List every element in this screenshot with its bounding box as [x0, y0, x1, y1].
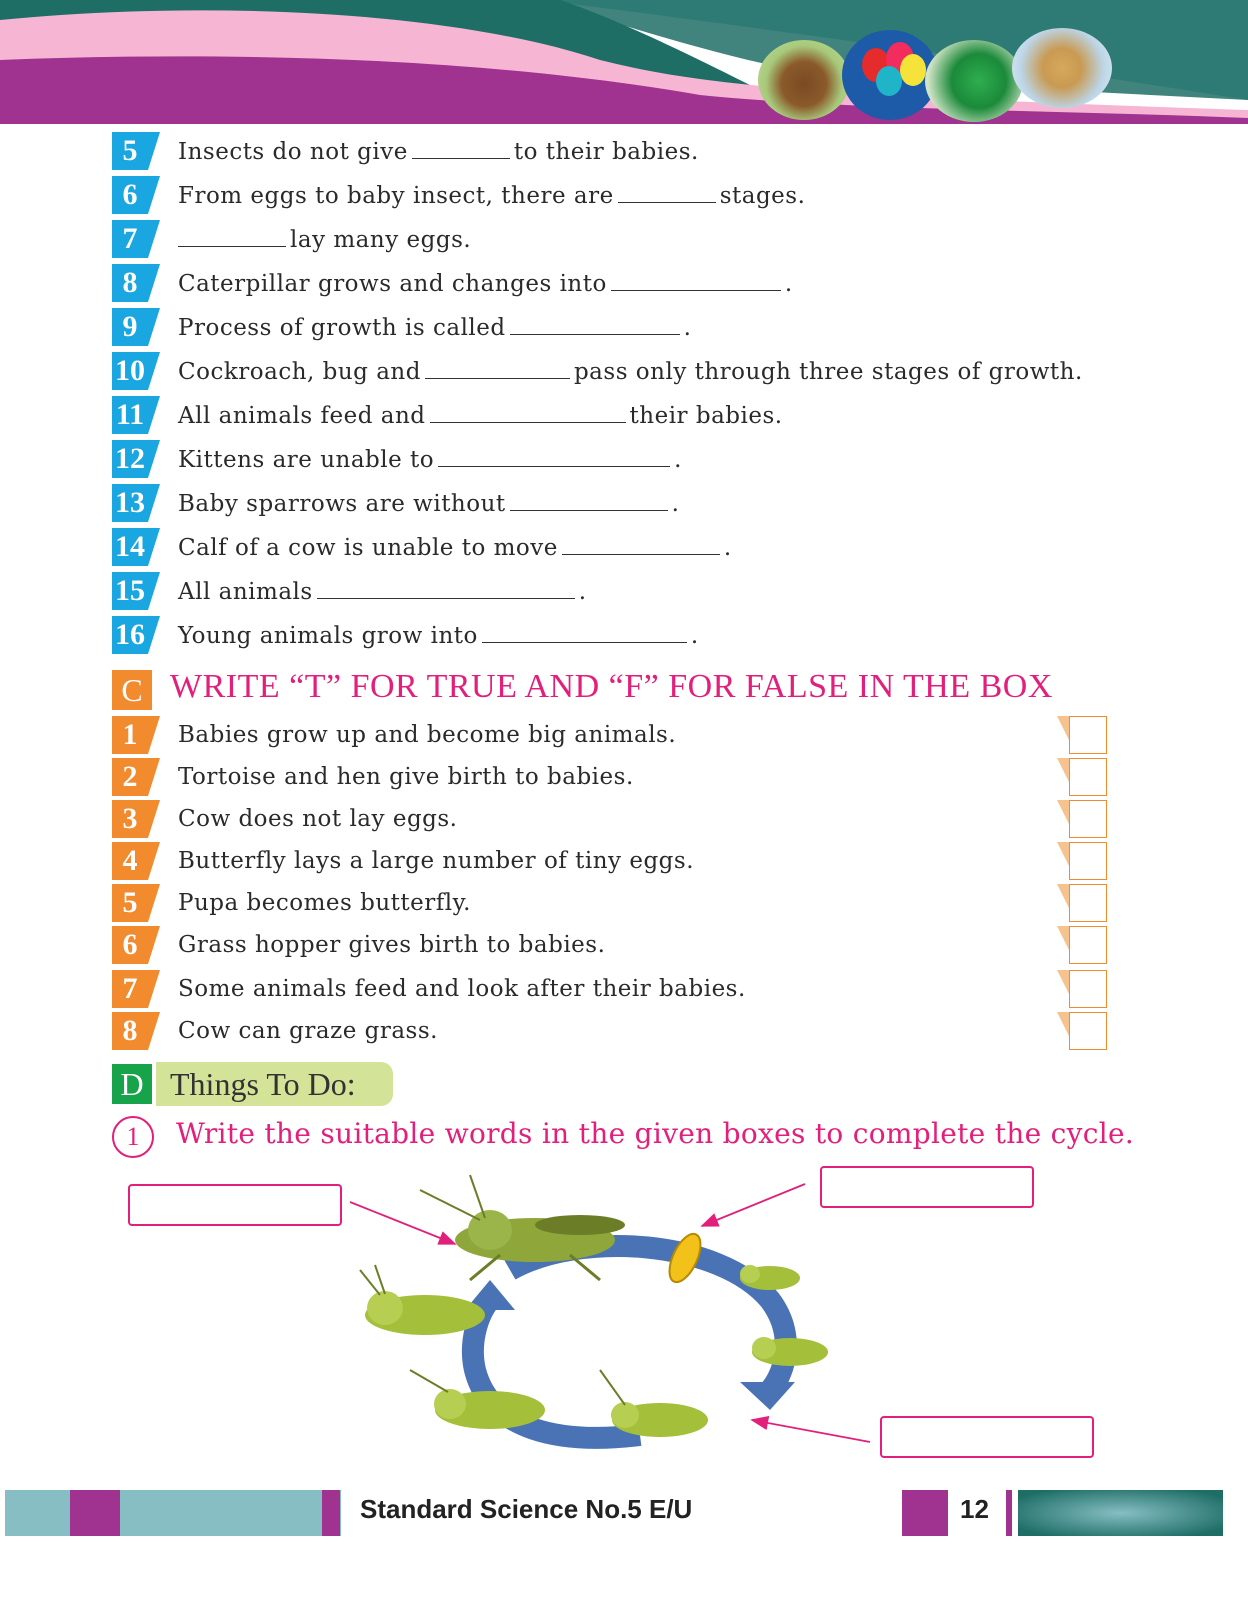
question-text: stages.	[719, 183, 806, 209]
question-text: Caterpillar grows and changes into	[178, 271, 607, 297]
question-number: 11	[112, 396, 148, 434]
question-text: .	[674, 447, 682, 473]
question-number: 16	[112, 616, 148, 654]
question-text: Calf of a cow is unable to move	[178, 535, 558, 561]
statement-text: Cow can graze grass.	[178, 1018, 438, 1044]
question-number: 10	[112, 352, 148, 390]
statement-number: 3	[112, 800, 148, 838]
statement-text: Grass hopper gives birth to babies.	[178, 932, 606, 958]
question-text: to their babies.	[513, 139, 699, 165]
question-text: All animals	[178, 579, 313, 605]
activity-instruction: Write the suitable words in the given boxes to complete the cycle.	[176, 1117, 1135, 1150]
statement-text: Butterfly lays a large number of tiny eggs.	[178, 848, 695, 874]
question-number: 13	[112, 484, 148, 522]
section-d-badge: D	[112, 1064, 152, 1104]
page-number: 12	[960, 1494, 989, 1524]
question-number: 7	[112, 220, 148, 258]
book-title: Standard Science No.5 E/U	[360, 1494, 693, 1524]
question-text: their babies.	[629, 403, 783, 429]
question-text: .	[578, 579, 587, 605]
question-text: pass only through three stages of growth.	[573, 359, 1083, 385]
question-number: 6	[112, 176, 148, 214]
statement-number: 5	[112, 884, 148, 922]
question-text: Insects do not give	[178, 139, 408, 165]
statement-text: Pupa becomes butterfly.	[178, 890, 471, 916]
question-text: .	[723, 535, 732, 561]
statement-text: Tortoise and hen give birth to babies.	[178, 764, 634, 790]
question-number: 14	[112, 528, 148, 566]
statement-text: Some animals feed and look after their babies.	[178, 976, 746, 1002]
question-text: Process of growth is called	[178, 315, 506, 341]
question-text: .	[784, 271, 793, 297]
section-d-title: Things To Do:	[170, 1066, 356, 1102]
statement-number: 2	[112, 758, 148, 796]
statement-text: Cow does not lay eggs.	[178, 806, 458, 832]
question-text: Cockroach, bug and	[178, 359, 421, 385]
question-text: .	[690, 623, 699, 649]
statement-text: Babies grow up and become big animals.	[178, 722, 677, 748]
question-text: lay many eggs.	[290, 227, 472, 253]
question-text: Young animals grow into	[178, 623, 478, 649]
question-number: 8	[112, 264, 148, 302]
question-number: 9	[112, 308, 148, 346]
question-text: Baby sparrows are without	[178, 491, 506, 517]
question-text: .	[671, 491, 680, 517]
question-text: Kittens are unable to	[178, 447, 435, 473]
question-number: 15	[112, 572, 148, 610]
question-text: All animals feed and	[178, 403, 426, 429]
question-number: 12	[112, 440, 148, 478]
question-number: 5	[112, 132, 148, 170]
section-c-badge: C	[112, 670, 152, 710]
section-c-title: WRITE “T” FOR TRUE AND “F” FOR FALSE IN THE BOX	[170, 668, 1053, 705]
question-text: .	[683, 315, 692, 341]
question-text: From eggs to baby insect, there are	[178, 183, 614, 209]
statement-number: 4	[112, 842, 148, 880]
statement-number: 8	[112, 1012, 148, 1050]
activity-number: 1	[112, 1116, 154, 1158]
statement-number: 6	[112, 926, 148, 964]
statement-number: 1	[112, 716, 148, 754]
statement-number: 7	[112, 970, 148, 1008]
